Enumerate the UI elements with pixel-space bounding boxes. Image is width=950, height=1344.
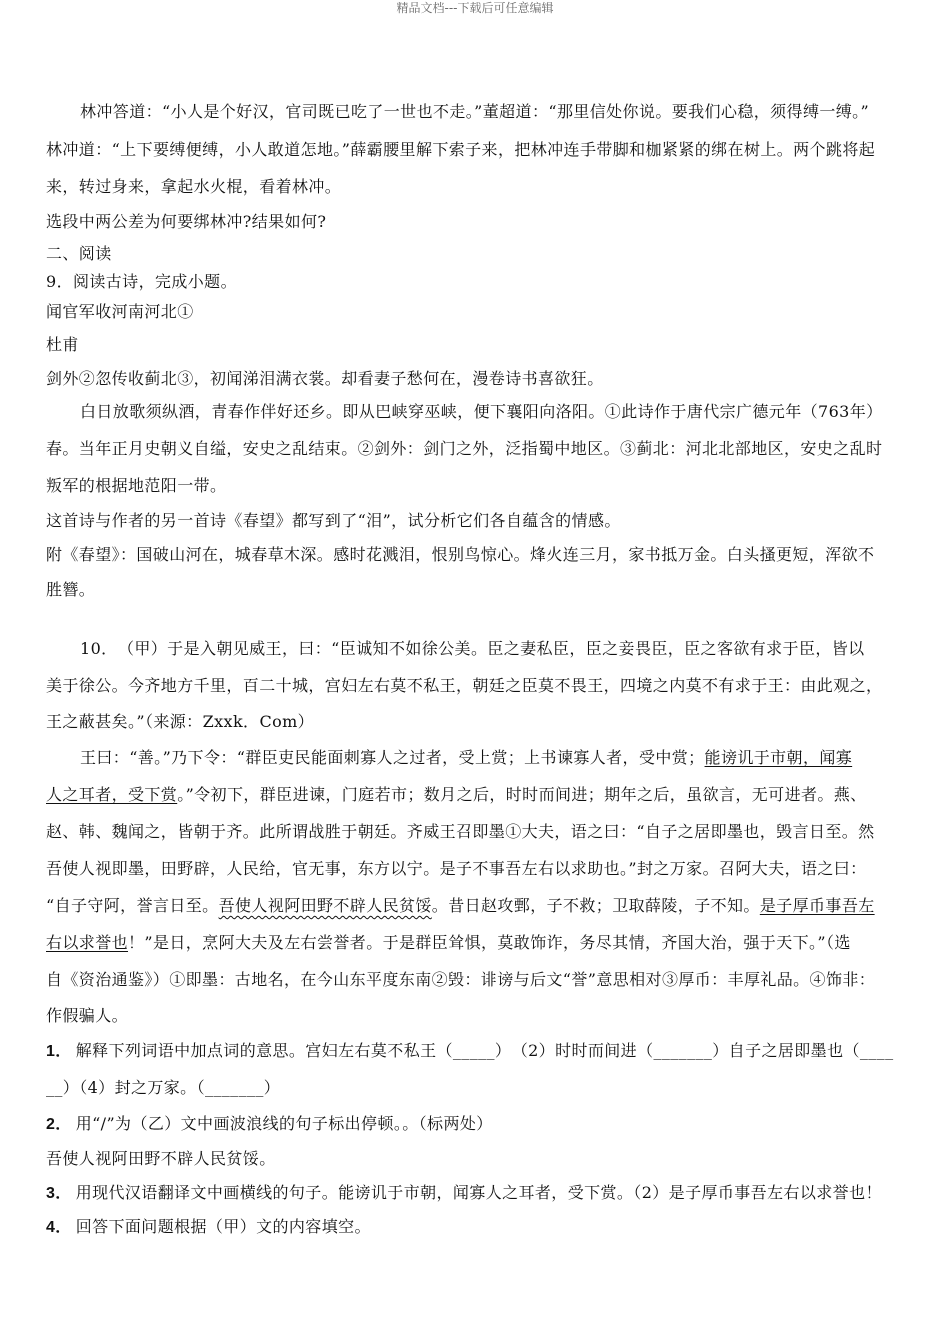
poem-line: 白日放歌须纵酒，青春作伴好还乡。即从巴峡穿巫峡，便下襄阳向洛阳。①此诗作于唐代宗广德元年（763年） bbox=[80, 402, 883, 421]
passage-line: 赵、韩、魏闻之，皆朝于齐。此所谓战胜于朝廷。齐威王召即墨①大夫，语之曰：“自子之居即墨也，毁言日至。然 bbox=[46, 822, 875, 841]
wavy-underlined-sentence: 吾使人视阿田野不辟人民贫馁 bbox=[218, 896, 432, 915]
text-line: 林冲答道：“小人是个好汉，官司既已吃了一世也不走。”董超道：“那里信处你说。要我们心稳，须得缚一缚。” bbox=[80, 102, 870, 121]
passage-line: 10． （甲）于是入朝见威王，曰：“臣诚知不如徐公美。臣之妻私臣，臣之妾畏臣，臣之客欲有求于臣，皆以 bbox=[80, 639, 865, 658]
underlined-sentence: 右以求誉也 bbox=[46, 933, 129, 952]
passage-line bbox=[46, 931, 851, 955]
poem-line: 剑外②忽传收蓟北③，初闻涕泪满衣裳。却看妻子愁何在，漫卷诗书喜欲狂。 bbox=[46, 369, 604, 388]
passage-text: 王曰：“善。”乃下令：“群臣吏民能面刺寡人之过者，受上赏；上书谏寡人者，受中赏； bbox=[80, 748, 705, 767]
text-line: 来，转过身来，拿起水火棍，看着林冲。 bbox=[46, 177, 342, 196]
question-number: 3． bbox=[46, 1185, 72, 1202]
question-4 bbox=[46, 1215, 371, 1240]
question-title: 9．阅读古诗，完成小题。 bbox=[46, 272, 237, 291]
passage-line bbox=[46, 783, 867, 807]
passage-text: “自子守阿，誉言日至。 bbox=[46, 896, 219, 915]
page-header: 精品文档---下载后可任意编辑 bbox=[396, 1, 554, 15]
question-number: 4． bbox=[46, 1219, 72, 1236]
note-line: 自《资治通鉴》）①即墨：古地名，在今山东平度东南②毁：诽谤与后文“誉”意思相对③厚币：丰厚礼品。④饰非： bbox=[46, 970, 876, 989]
passage-text: ！”是日，烹阿大夫及左右尝誉者。于是群臣耸惧，莫敢饰诈，务尽其情，齐国大治，强于天下。”（选 bbox=[128, 933, 851, 952]
note-line: 作假骗人。 bbox=[46, 1006, 129, 1025]
poem-author: 杜甫 bbox=[46, 335, 79, 354]
question-text: 用“/”为（乙）文中画波浪线的句子标出停顿。。（标两处） bbox=[75, 1114, 493, 1133]
section-heading: 二、阅读 bbox=[46, 244, 112, 263]
appendix-line: 胜簪。 bbox=[46, 580, 96, 599]
text-line: 林冲道：“上下要缚便缚，小人敢道怎地。”薛霸腰里解下索子来，把林冲连手带脚和枷紧紧的绑在树上。两个跳将起 bbox=[46, 140, 876, 159]
underlined-sentence: 能谤讥于市朝，闻寡 bbox=[704, 748, 853, 767]
note-line: 春。当年正月史朝义自缢，安史之乱结束。②剑外：剑门之外，泛指蜀中地区。③蓟北：河北北部地区，安史之乱时 bbox=[46, 439, 883, 458]
question-number: 2． bbox=[46, 1116, 72, 1133]
question-3 bbox=[46, 1181, 882, 1206]
question-2 bbox=[46, 1112, 493, 1137]
question-1 bbox=[46, 1039, 893, 1064]
question-text: 选段中两公差为何要绑林冲?结果如何? bbox=[46, 212, 327, 231]
underlined-sentence: 人之耳者，受下赏 bbox=[46, 785, 178, 804]
appendix-line: 附《春望》：国破山河在，城春草木深。感时花溅泪，恨别鸟惊心。烽火连三月，家书抵万金。白头搔更短，浑欲不 bbox=[46, 545, 875, 564]
passage-line: 吾使人视即墨，田野辟，人民给，官无事，东方以宁。是子不事吾左右以求助也。”封之万家。召阿大夫，语之曰： bbox=[46, 859, 867, 878]
passage-line: 美于徐公。今齐地方千里，百二十城，宫妇左右莫不私王，朝廷之臣莫不畏王，四境之内莫不有求于王：由此观之， bbox=[46, 676, 883, 695]
question-text: 回答下面问题根据（甲）文的内容填空。 bbox=[75, 1217, 371, 1236]
question-2-sentence: 吾使人视阿田野不辟人民贫馁。 bbox=[46, 1149, 276, 1168]
question-text: 这首诗与作者的另一首诗《春望》都写到了“泪”，试分析它们各自蕴含的情感。 bbox=[46, 511, 621, 530]
passage-line bbox=[46, 894, 875, 918]
question-text: 用现代汉语翻译文中画横线的句子。能谤讥于市朝，闻寡人之耳者，受下赏。（2）是子厚币事吾左右以求誉也！ bbox=[75, 1183, 882, 1202]
question-text: 解释下列词语中加点词的意思。宫妇左右莫不私王（_____） （2）时时而间进（_______）自子之居即墨也（____ bbox=[75, 1041, 894, 1060]
poem-title: 闻官军收河南河北① bbox=[46, 302, 194, 321]
passage-text: 。昔日赵攻鄄，子不救；卫取薛陵，子不知。 bbox=[431, 896, 760, 915]
underlined-sentence: 是子厚币事吾左 bbox=[759, 896, 875, 915]
question-1-cont: __）（4）封之万家。（_______） bbox=[46, 1078, 281, 1097]
passage-line: 王之蔽甚矣。”（来源：Zxxk．Com） bbox=[46, 712, 315, 731]
passage-line bbox=[80, 746, 852, 770]
passage-text: 。”令初下，群臣进谏，门庭若市；数月之后，时时而间进；期年之后，虽欲言，无可进者。燕、 bbox=[177, 785, 867, 804]
note-line: 叛军的根据地范阳一带。 bbox=[46, 476, 227, 495]
question-number: 1． bbox=[46, 1043, 72, 1060]
